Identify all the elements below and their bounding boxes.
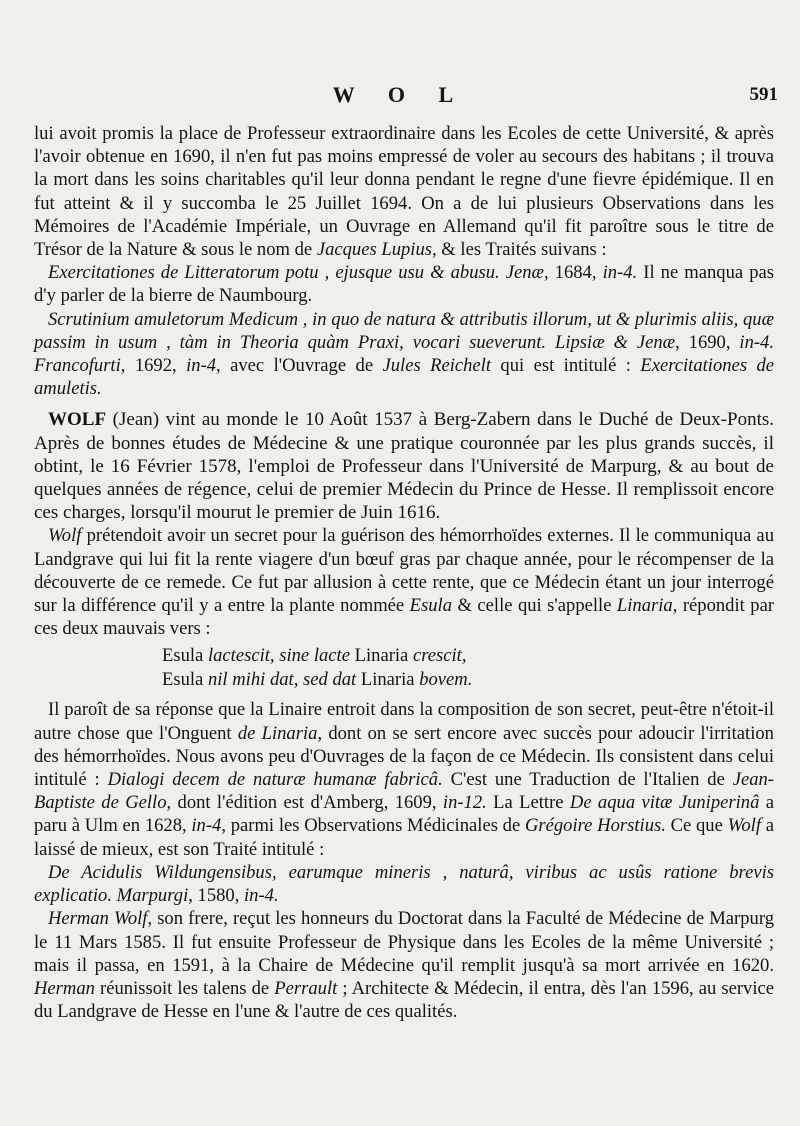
text-run: C'est une Traduction de l'Italien de <box>442 769 733 791</box>
italic-text-run: Wolf <box>727 815 761 837</box>
italic-text-run: De Acidulis Wildungensibus, earumque mineris , naturâ, viribus ac usûs ratione brevis explicatio. Marpurgi <box>34 861 774 907</box>
bibliography-entry <box>34 261 774 307</box>
text-run: Il paroît de sa réponse que la Linaire entroit dans la composition de son secret, peut-être n'étoit-il autre chose que l'Onguent <box>34 699 774 744</box>
running-header <box>0 82 800 112</box>
text-run: a laissé de mieux, est son Traité intitulé : <box>34 815 774 860</box>
biography-entry-herman-wolf <box>34 907 774 1023</box>
bibliography-entry <box>34 861 774 907</box>
text-run: ; Architecte & Médecin, il entra, dès l'an 1596, au service du Landgrave de Hesse en l'une & l'autre de ces qualités. <box>34 977 775 1023</box>
italic-text-run: de Linaria <box>237 722 318 744</box>
text-run: réunissoit les talens de <box>94 977 275 999</box>
text-run: Il ne manqua pas d'y parler de la bierre de Naumbourg. <box>34 262 774 307</box>
text-run: , 1690, <box>675 331 740 353</box>
italic-text-run: Exercitationes de amuletis. <box>34 355 775 400</box>
biography-entry-wolf-jean <box>34 408 774 524</box>
body-text <box>34 122 774 1023</box>
text-run: , avec l'Ouvrage de <box>216 355 383 377</box>
text-run: , & les Traités suivans : <box>432 239 607 261</box>
text-run: Esula <box>162 645 208 667</box>
italic-text-run: Herman Wolf <box>48 908 148 930</box>
text-run: qui est intitulé : <box>491 355 641 377</box>
italic-text-run: Jean-Baptiste de Gello <box>34 769 774 814</box>
italic-text-run: crescit, <box>412 645 467 667</box>
text-run: , 1580, <box>188 885 245 907</box>
italic-text-run: Grégoire Horstius. <box>524 815 666 837</box>
page-number: 591 <box>749 84 778 105</box>
text-run: (Jean) vint au monde le 10 Août 1537 à Berg-Zabern dans le Duché de Deux-Ponts. Après de bonnes études de Médecine & une pratique couronnée par les plus grands succès, il obtint, le 16 Février 1578, l'emploi de Professeur dans l'Université de Marpurg, & au bout de quelques années de régence, celui de premier Médecin du Prince de Hesse. Il remplissoit encore ces charges, lorsqu'il mourut le premier de Juin 1616. <box>34 409 774 524</box>
text-run: , parmi les Observations Médicinales de <box>221 815 525 837</box>
paragraph <box>34 698 774 860</box>
italic-text-run: in-12. <box>442 792 487 814</box>
text-run: Linaria <box>356 669 420 691</box>
text-run: Ce que <box>665 815 728 837</box>
italic-text-run: in-4 <box>186 355 217 377</box>
italic-text-run: Scrutinium amuletorum Medicum , in quo de natura & attributis illorum, ut & plurimis aliis, quæ passim in usum , tàm in Theoria quàm Praxi, vocari sueverunt. Lipsiæ & Jenæ <box>34 308 774 353</box>
text-run: , 1684, <box>543 262 603 284</box>
text-run: Esula <box>162 669 208 691</box>
italic-text-run: Perrault <box>274 977 338 999</box>
italic-text-run: De aqua vitæ Juniperinâ <box>569 792 760 814</box>
bibliography-entry <box>34 308 774 401</box>
italic-text-run: in-4. Francofurti <box>34 331 775 377</box>
italic-text-run: Esula <box>409 595 453 617</box>
italic-text-run: Wolf <box>48 525 82 547</box>
text-run: , dont l'édition est d'Amberg, 1609, <box>166 792 443 814</box>
text-run: , son frere, reçut les honneurs du Doctorat dans la Faculté de Médecine de Marpurg le 11 Mars 1585. Il fut ensuite Professeur de Physique dans les Ecoles de la même Université ; mais il passa, en 1591, à la Chaire de Médecine qu'il remplit jusqu'à sa mort arrivée en 1620. <box>34 908 774 976</box>
text-run: , 1692, <box>120 355 187 377</box>
header-title: W O L <box>332 82 468 107</box>
verse-line <box>162 668 774 692</box>
text-run: Linaria <box>349 645 413 667</box>
italic-text-run: in-4. <box>602 262 638 284</box>
paragraph <box>34 524 774 640</box>
italic-text-run: in-4. <box>244 885 279 907</box>
text-run: lui avoit promis la place de Professeur extraordinaire dans les Ecoles de cette Université, & après l'avoir obtenue en 1690, il n'en fut pas moins empressé de voler au secours des habitans ; il trouva la mort dans les soins charitables qu'il leur donna pendant le regne d'une fievre épidémique. Il en fut atteint & il y succomba le 25 Juillet 1694. On a de lui plusieurs Observations dans les Mémoires de l'Académie Impériale, un Ouvrage en Allemand qu'il fit paroître sous le titre de Trésor de la Nature & sous le nom de <box>34 123 774 261</box>
text-run: , dont on se sert encore avec succès pour adoucir l'irritation des hémorrhoïdes. Nous avons peu d'Ouvrages de la façon de ce Médecin. Ils consistent dans celui intitulé : <box>34 722 774 791</box>
italic-text-run: Jacques Lupius <box>316 239 432 261</box>
italic-text-run: Linaria <box>616 595 673 617</box>
verse-line <box>162 644 774 668</box>
italic-text-run: Herman <box>34 977 95 999</box>
entry-headword: WOLF <box>48 409 107 431</box>
italic-text-run: Exercitationes de Litteratorum potu , ejusque usu & abusu. Jenæ <box>48 262 544 284</box>
italic-text-run: in-4 <box>191 815 222 837</box>
latin-verse <box>162 644 774 692</box>
text-run: , répondit par ces deux mauvais vers : <box>34 595 775 640</box>
text-run: a paru à Ulm en 1628, <box>34 792 774 837</box>
italic-text-run: lactescit, sine lacte <box>207 645 350 667</box>
text-run: & celle qui s'appelle <box>452 595 617 617</box>
text-run: prétendoit avoir un secret pour la guérison des hémorrhoïdes externes. Il le communiqua au Landgrave qui lui fit la rente viagere d'un bœuf gras par chaque année, pour le récompenser de la découverte de ce remede. Ce fut par allusion à cette rente, que ce Médecin étant un jour interrogé sur la différence qu'il y a entre la plante nommée <box>34 525 774 617</box>
italic-text-run: Jules Reichelt <box>382 355 492 377</box>
text-run: La Lettre <box>486 792 570 814</box>
italic-text-run: bovem. <box>419 669 473 691</box>
italic-text-run: nil mihi dat, sed dat <box>207 669 357 691</box>
italic-text-run: Dialogi decem de naturæ humanæ fabricâ. <box>107 769 443 791</box>
paragraph-continuation <box>34 122 774 261</box>
